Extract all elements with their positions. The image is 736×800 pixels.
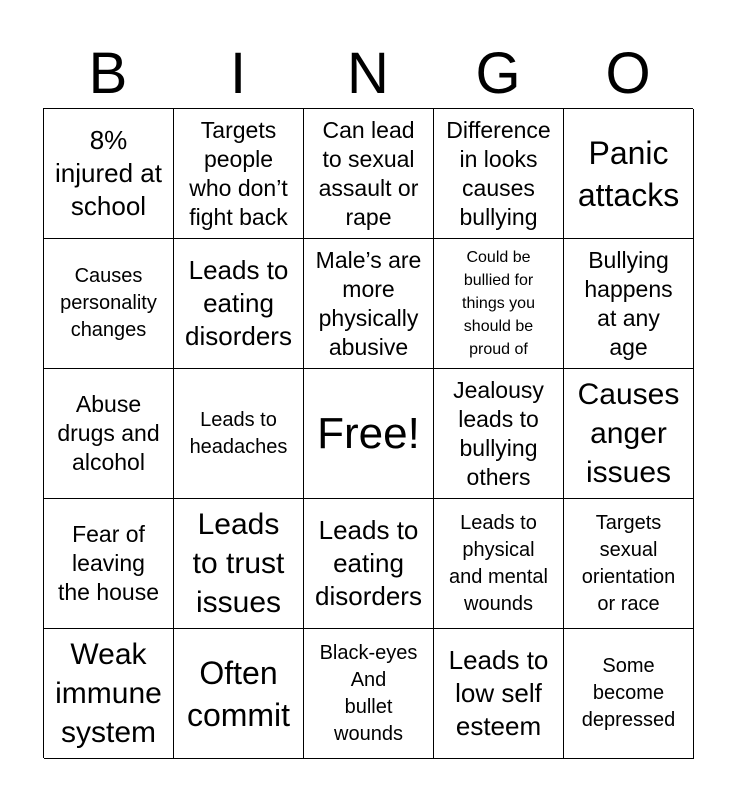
cell-text: Panic attacks [577, 134, 680, 213]
cell-text: Leads to low self esteem [448, 645, 549, 741]
cell-text: Abuse drugs and alcohol [57, 391, 160, 475]
bingo-cell [434, 369, 564, 499]
free-space-cell [304, 369, 434, 499]
cell-text: Targets people who don’t fight back [189, 116, 288, 230]
cell-text: Causes anger issues [577, 378, 680, 489]
cell-text: Can lead to sexual assault or rape [318, 116, 419, 230]
cell-text: Difference in looks causes bullying [446, 116, 551, 230]
bingo-grid [43, 108, 693, 758]
bingo-cell [44, 369, 174, 499]
bingo-header [43, 40, 693, 108]
bingo-cell [564, 109, 694, 239]
bingo-cell [434, 629, 564, 759]
bingo-cell [174, 239, 304, 369]
bingo-cell [564, 369, 694, 499]
cell-text: Leads to eating disorders [185, 255, 292, 351]
bingo-cell [564, 499, 694, 629]
bingo-cell [44, 239, 174, 369]
bingo-cell [304, 239, 434, 369]
bingo-cell [304, 629, 434, 759]
cell-text: Leads to trust issues [192, 508, 285, 619]
bingo-cell [564, 629, 694, 759]
header-letter-i: I [229, 41, 247, 106]
cell-text: Weak immune system [55, 638, 162, 749]
bingo-cell [174, 629, 304, 759]
bingo-cell [434, 109, 564, 239]
cell-text: Often commit [186, 654, 291, 733]
bingo-cell [174, 499, 304, 629]
bingo-cell [564, 239, 694, 369]
bingo-cell [434, 239, 564, 369]
header-letter-g: G [475, 41, 521, 106]
cell-text: 8% injured at school [55, 125, 162, 221]
cell-text: Black-eyes And bullet wounds [319, 641, 418, 745]
cell-text: Fear of leaving the house [57, 521, 160, 605]
bingo-cell [44, 629, 174, 759]
cell-text: Leads to eating disorders [315, 515, 422, 611]
cell-text: Leads to headaches [189, 408, 288, 458]
free-space-text: Free! [317, 408, 420, 458]
bingo-cell [304, 109, 434, 239]
cell-text: Some become depressed [581, 655, 676, 731]
bingo-cell [174, 109, 304, 239]
bingo-cell [44, 109, 174, 239]
cell-text: Targets sexual orientation or race [581, 511, 676, 615]
bingo-cell [174, 369, 304, 499]
cell-text: Leads to physical and mental wounds [449, 511, 548, 615]
bingo-cell [434, 499, 564, 629]
header-letter-n: N [347, 41, 389, 106]
cell-text: Bullying happens at any age [584, 246, 673, 360]
cell-text: Jealousy leads to bullying others [453, 376, 544, 490]
cell-text: Male’s are more physically abusive [315, 246, 422, 360]
cell-text: Could be bullied for things you should be proud of [462, 249, 535, 358]
cell-text: Causes personality changes [60, 265, 157, 341]
bingo-cell [44, 499, 174, 629]
header-letter-o: O [605, 41, 651, 106]
bingo-cell [304, 499, 434, 629]
header-letter-b: B [88, 41, 128, 106]
